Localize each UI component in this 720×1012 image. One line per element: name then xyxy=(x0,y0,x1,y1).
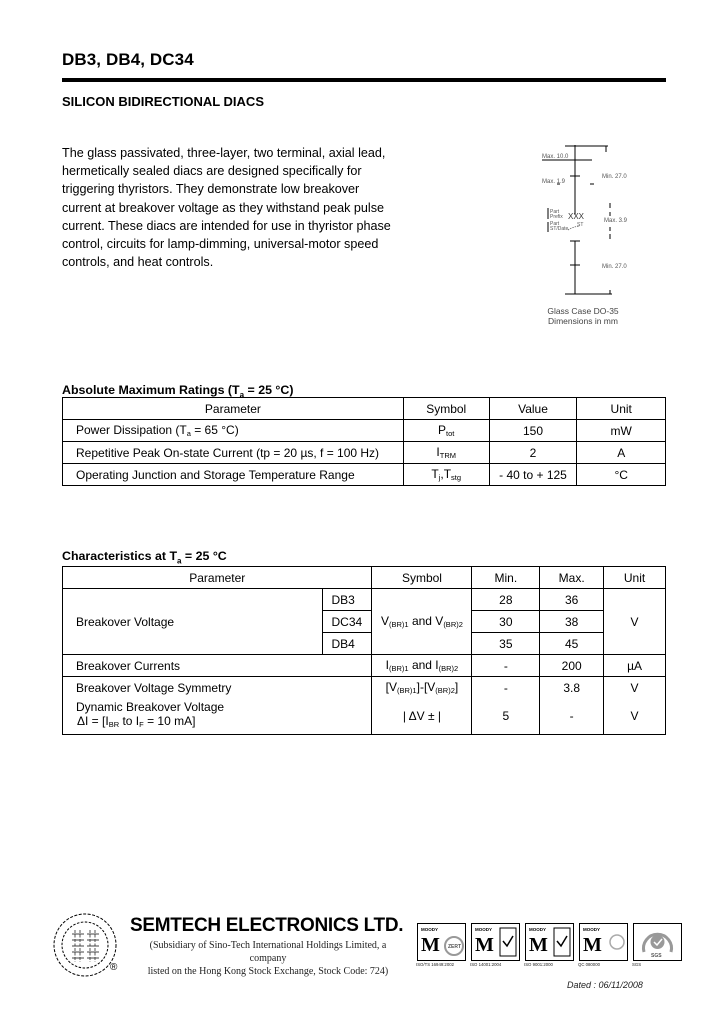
description-line: current. These diacs are intended for use in thyristor phase xyxy=(62,218,391,233)
cert-caption: QC 080000 xyxy=(578,962,600,967)
max-cell: - xyxy=(540,698,604,734)
description xyxy=(62,144,407,271)
unit-cell: mW xyxy=(577,420,666,442)
part-cell: DB3 xyxy=(322,589,372,611)
label-min-lead-bottom: Min. 27.0 xyxy=(602,264,627,270)
min-cell: - xyxy=(472,655,540,677)
moody-m-icon xyxy=(580,924,627,960)
cert-badge-iso-ts16949 xyxy=(417,923,466,961)
param-cell: Breakover Voltage Symmetry xyxy=(63,677,372,699)
max-cell: 38 xyxy=(540,611,604,633)
cert-badge-qc080000 xyxy=(579,923,628,961)
max-cell: 36 xyxy=(540,589,604,611)
param-cell: Repetitive Peak On-state Current (tp = 20 µs, f = 100 Hz) xyxy=(63,442,404,464)
svg-text:ZERT: ZERT xyxy=(448,944,462,950)
moody-m-icon xyxy=(526,924,573,960)
company-subsidiary-note: (Subsidiary of Sino-Tech International Holdings Limited, a company listed on the Hong Kong Stock Exchange, Stock Code: 724) xyxy=(147,940,389,977)
label-max-lead: Max. 10.0 xyxy=(542,154,569,160)
table-header-row xyxy=(63,398,666,420)
symbol-cell: $[V_{(BR)1}]-[V_{(BR)2}]$ xyxy=(372,677,472,699)
header-value: Value xyxy=(489,398,577,420)
symbol-cell: $I_{(BR)1}$ and $I_{(BR)2}$ xyxy=(372,655,472,677)
header-parameter: Parameter xyxy=(63,398,404,420)
cert-badge-iso-9001 xyxy=(525,923,574,961)
param-cell: Operating Junction and Storage Temperature Range xyxy=(63,464,404,486)
description-line: current at breakover voltage as they withstand peak pulse xyxy=(62,200,385,215)
svg-text:M: M xyxy=(529,934,548,956)
description-line: hermetically sealed diacs are designed specifically for xyxy=(62,164,362,179)
unit-cell: °C xyxy=(577,464,666,486)
cert-caption: ISO 14001:2004 xyxy=(470,962,502,967)
svg-text:MOODY: MOODY xyxy=(421,927,439,932)
param-cell: Breakover Voltage xyxy=(63,589,323,655)
unit-cell: V xyxy=(604,589,666,655)
characteristics-title: Characteristics at $T_a = 25$ °C xyxy=(62,549,227,566)
header-symbol: Symbol xyxy=(403,398,489,420)
document-subtitle: SILICON BIDIRECTIONAL DIACS xyxy=(62,94,264,109)
param-cell: Dynamic Breakover Voltage $\Delta I = [I_{BR}$ to $I_F = 10$ mA] xyxy=(63,698,372,734)
min-cell: - xyxy=(472,677,540,699)
value-cell: 2 xyxy=(489,442,577,464)
registered-mark: ® xyxy=(110,962,118,973)
cert-badge-sgs xyxy=(633,923,682,961)
cert-caption: SGS xyxy=(632,962,642,967)
abs-max-title: Absolute Maximum Ratings ($T_a = 25$ °C) xyxy=(62,383,294,400)
min-cell: 30 xyxy=(472,611,540,633)
header-unit: Unit xyxy=(577,398,666,420)
document-title: DB3, DB4, DC34 xyxy=(62,50,194,69)
param-cell: Power Dissipation ($T_a = 65$ °C) xyxy=(63,420,404,442)
max-cell: 3.8 xyxy=(540,677,604,699)
title-rule xyxy=(62,78,666,82)
unit-cell: A xyxy=(577,442,666,464)
label-min-lead-top: Min. 27.0 xyxy=(602,174,627,180)
svg-text:SGS: SGS xyxy=(651,953,662,959)
do35-package-drawing xyxy=(510,140,640,330)
svg-text:Part: Part xyxy=(550,209,560,215)
cert-caption: ISO/TS 16949:2002 xyxy=(416,962,454,967)
table-row xyxy=(63,677,666,699)
min-cell: 28 xyxy=(472,589,540,611)
symbol-cell: $P_{tot}$ xyxy=(403,420,489,442)
characteristics-table xyxy=(62,566,666,735)
part-code: XXX xyxy=(568,212,585,221)
description-line: controls, and heat controls. xyxy=(62,255,214,270)
param-cell: Breakover Currents xyxy=(63,655,372,677)
unit-cell: V xyxy=(604,677,666,699)
part-cell: DB4 xyxy=(322,633,372,655)
min-cell: 35 xyxy=(472,633,540,655)
package-caption: Glass Case DO-35 Dimensions in mm xyxy=(547,306,619,326)
unit-cell: V xyxy=(604,698,666,734)
svg-text:MOODY: MOODY xyxy=(583,927,601,932)
header-max: Max. xyxy=(540,567,604,589)
table-header-row xyxy=(63,567,666,589)
label-max-body-dia: Max. 1.9 xyxy=(542,179,566,185)
svg-text:Prefix: Prefix xyxy=(550,214,563,220)
description-line: triggering thyristors. They demonstrate low breakover xyxy=(62,182,360,197)
value-cell: - 40 to + 125 xyxy=(489,464,577,486)
cert-badge-iso-14001 xyxy=(471,923,520,961)
company-name: SEMTECH ELECTRONICS LTD. xyxy=(130,915,404,936)
min-cell: 5 xyxy=(472,698,540,734)
moody-m-icon xyxy=(472,924,519,960)
abs-max-table xyxy=(62,397,666,486)
max-cell: 200 xyxy=(540,655,604,677)
unit-cell: µA xyxy=(604,655,666,677)
table-row xyxy=(63,420,666,442)
header-parameter: Parameter xyxy=(63,567,372,589)
moody-m-icon xyxy=(418,924,465,960)
part-cell: DC34 xyxy=(322,611,372,633)
value-cell: 150 xyxy=(489,420,577,442)
table-row xyxy=(63,589,666,611)
svg-text:M: M xyxy=(475,934,494,956)
svg-text:Part: Part xyxy=(550,221,560,227)
svg-text:M: M xyxy=(421,934,440,956)
symbol-cell: | ΔV ± | xyxy=(372,698,472,734)
symbol-cell: $T_j,T_{stg}$ xyxy=(403,464,489,486)
svg-text:ST/Date: ST/Date xyxy=(550,226,569,232)
table-row xyxy=(63,464,666,486)
dated-stamp: Dated : 06/11/2008 xyxy=(567,980,643,990)
symbol-cell: $I_{TRM}$ xyxy=(403,442,489,464)
symbol-cell: $V_{(BR)1}$ and $V_{(BR)2}$ xyxy=(372,589,472,655)
sgs-icon xyxy=(634,924,681,960)
cert-caption: ISO 9001:2000 xyxy=(524,962,553,967)
header-min: Min. xyxy=(472,567,540,589)
table-row xyxy=(63,442,666,464)
max-cell: 45 xyxy=(540,633,604,655)
header-symbol: Symbol xyxy=(372,567,472,589)
description-line: control, circuits for lamp-dimming, universal-motor speed xyxy=(62,237,379,252)
description-line: The glass passivated, three-layer, two terminal, axial lead, xyxy=(62,146,386,160)
svg-text:M: M xyxy=(583,934,602,956)
svg-text:MOODY: MOODY xyxy=(475,927,493,932)
svg-text:MOODY: MOODY xyxy=(529,927,547,932)
svg-text:ST: ST xyxy=(577,222,584,228)
table-row xyxy=(63,698,666,734)
header-unit: Unit xyxy=(604,567,666,589)
label-max-body-len: Max. 3.9 xyxy=(604,218,628,224)
table-row xyxy=(63,655,666,677)
